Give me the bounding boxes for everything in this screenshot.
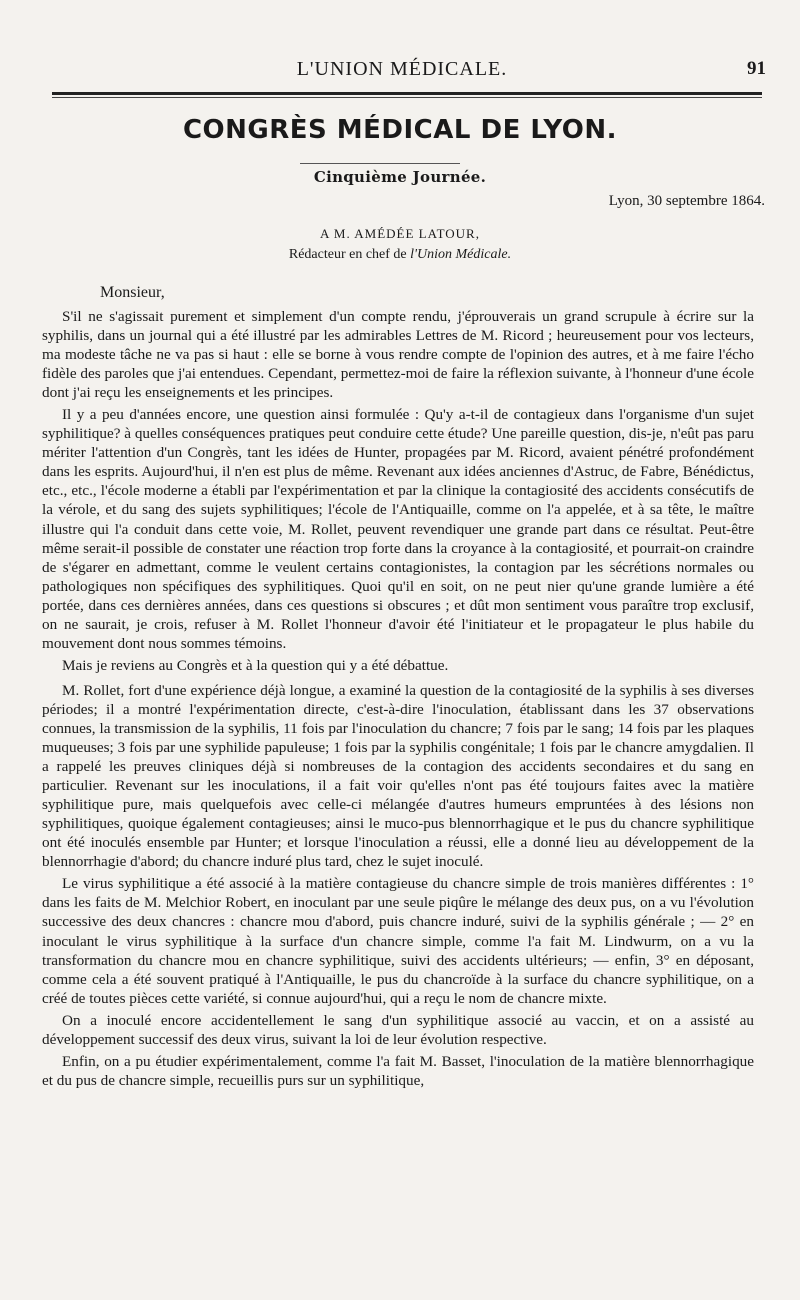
- paragraph-6: On a inoculé encore accidentellement le sang d'un syphilitique associé au vaccin, et on a assisté au développement successif des deux virus, suivant la loi de leur évolution respective.: [42, 1011, 754, 1048]
- dateline: Lyon, 30 septembre 1864.: [608, 193, 765, 209]
- role-journal: l'Union Médicale.: [410, 247, 512, 262]
- running-title: L'UNION MÉDICALE.: [296, 58, 508, 80]
- page-number: 91: [747, 58, 766, 79]
- running-head: [52, 58, 766, 86]
- paragraph-7: Enfin, on a pu étudier expérimentalement, comme l'a fait M. Basset, l'inoculation de la matière blennorrhagique et du pus de chancre simple, recueillis purs sur un syphilitique,: [42, 1052, 754, 1089]
- article-title: CONGRÈS MÉDICAL DE LYON.: [182, 115, 618, 145]
- title-rule: [300, 163, 460, 164]
- article-body: [42, 307, 754, 1093]
- addressee: A M. AMÉDÉE LATOUR,: [320, 226, 480, 241]
- header-rule: [52, 92, 762, 95]
- paragraph-3: Mais je reviens au Congrès et à la question qui y a été débattue.: [62, 656, 449, 674]
- role-prefix: Rédacteur en chef de: [288, 247, 411, 262]
- paragraph-4: M. Rollet, fort d'une expérience déjà longue, a examiné la question de la contagiosité de la syphilis à ses diverses périodes; il a montré l'expérimentation directe, c'est-à-dire l'inoculation, établissant dans les 37 observations connues, la transmission de la syphilis, 11 fois par l'inoculation du chancre; 7 fois par le sang; 14 fois par les plaques muqueuses; 3 fois par une syphilide papuleuse; 1 fois par la syphilis congénitale; 1 fois par le chancre amygdalien. Il a rappelé les preuves cliniques déjà si nombreuses de la contagion des accidents secondaires et du sang en particulier. Revenant sur les inoculations, il a fait voir qu'elles n'ont pas été toujours faites avec la matière syphilitique pure, mais quelquefois avec celle-ci mélangée d'autres humeurs empruntées à des lésions non syphilitiques, quoique également contagieuses; ainsi le muco-pus blennorrhagique et le pus du chancre syphilitique ont été inoculés ensemble par Hunter; et lorsque l'inoculation a réussi, elle a donné lieu au développement de la blennorrhagie d'abord; du chancre induré plus tard, chez le sujet inoculé.: [42, 681, 754, 871]
- paragraph-1: S'il ne s'agissait purement et simplement d'un compte rendu, j'éprouverais un grand scrupule à écrire sur la syphilis, dans un journal qui a été illustré par les admirables Lettres de M. Ricord ; heureusement pour vos lecteurs, ma modeste tâche ne va pas si haut : elle se borne à vous rendre compte de l'opinion des autres, et à me faire l'écho fidèle des paroles que j'ai entendues. Cependant, permettez-moi de faire la réflexion suivante, à l'honneur d'une école dont j'ai reçu les enseignements et les principes.: [42, 308, 754, 402]
- paragraph-5: Le virus syphilitique a été associé à la matière contagieuse du chancre simple de trois manières différentes : 1° dans les faits de M. Melchior Robert, en inoculant par une seule piqûre le mélange des deux pus, on a vu l'évolution successive des deux chancres : chancre mou d'abord, puis chancre induré, suivi de la syphilis générale ; — 2° en inoculant le virus syphilitique à la surface d'un chancre simple, comme l'a fait M. Lindwurm, on a vu la transformation du chancre mou en chancre syphilitique, suivi des accidents ultérieurs; — enfin, 3° en déposant, comme cela a été souvent pratiqué à l'Antiquaille, le pus du chancroïde à la surface du chancre syphilitique, on a créé de toutes pièces cette variété, si connue aujourd'hui, qui a reçu le nom de chancre mixte.: [42, 875, 754, 1007]
- article-subtitle: Cinquième Journée.: [313, 168, 487, 186]
- addressee-role: [0, 247, 800, 263]
- header-rule-thin: [52, 97, 762, 98]
- salutation: Monsieur,: [100, 284, 165, 301]
- paragraph-2: Il y a peu d'années encore, une question ainsi formulée : Qu'y a-t-il de contagieux dans l'organisme d'un sujet syphilitique? à quelles conséquences pratiques peut conduire cette étude? Une pareille question, dis-je, n'eût pas paru mériter l'attention d'un Congrès, tant les idées de Hunter, propagées par M. Ricord, avaient pénétré profondément dans les esprits. Aujourd'hui, il n'en est plus de même. Revenant aux idées anciennes d'Astruc, de Fabre, Bénédictus, etc., etc., l'école moderne a établi par l'expérimentation et par la clinique la contagiosité des accidents consécutifs de la vérole, et du sang des sujets syphilitiques; l'école de l'Antiquaille, comme on l'a appelée, et à sa tête, le maître illustre qui l'a conduit dans cette voie, M. Rollet, peuvent revendiquer une grande part dans ce résultat. Peut-être même serait-il possible de constater une réaction trop forte dans la croyance à la contagiosité, et pourrait-on craindre de s'égarer en admettant, comme le veulent certains contagionistes, la contagion par les sécrétions normales ou pathologiques non spécifiques des syphilitiques. Quoi qu'il en soit, on ne peut nier qu'une grande lumière a été portée, dans ces dernières années, dans ces questions si obscures ; et dût mon sentiment vous paraître trop exclusif, on ne saurait, je crois, refuser à M. Rollet l'honneur d'avoir été l'initiateur et le propagateur le plus habile du mouvement dont nous sommes témoins.: [42, 406, 754, 652]
